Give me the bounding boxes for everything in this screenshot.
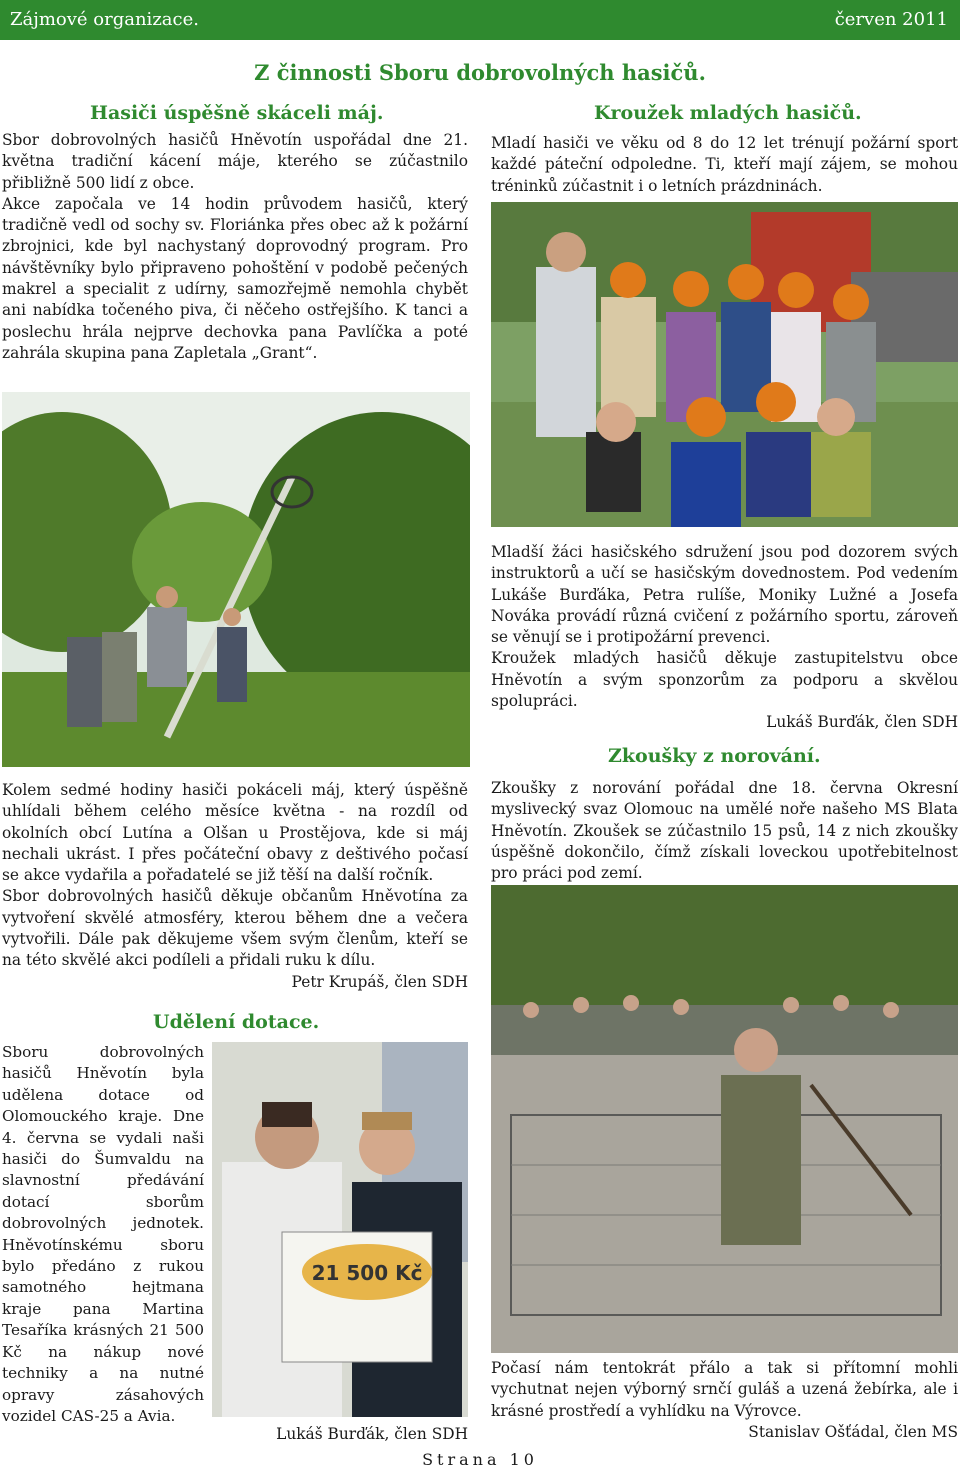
krouzek-intro — [491, 133, 958, 197]
zkousky-title: Zkoušky z norování. — [608, 745, 821, 767]
dotace-signature-wrap — [212, 1424, 468, 1445]
page-number: Strana 10 — [422, 1450, 538, 1469]
zkousky-continued — [491, 1358, 958, 1443]
krouzek-continued — [491, 542, 958, 734]
zkousky-text — [491, 778, 958, 884]
zkousky-paragraph-2: Počasí nám tentokrát přálo a tak si přítomní mohli vychutnat nejen výborný srnčí guláš a uzená žebírka, ale i krásné prostředí a vyhlídku na Výrovce. — [491, 1359, 958, 1420]
dotace-paragraph: Sboru dobrovolných hasičů Hněvotín byla udělena dotace od Olomouckého kraje. Dne 4. června se vydali naši hasiči do Šumvaldu na slavnostní předávání dotací sborům dobrovolných jednotek. Hněvotínskému sboru bylo předáno z rukou samotného hejtmana kraje pana Martina Tesaříka krásných 21 500 Kč na nákup nové techniky a na nutné opravy zásahových vozidel CAS-25 a Avia. — [2, 1043, 204, 1425]
maj-paragraph-4: Sbor dobrovolných hasičů děkuje občanům Hněvotína za vytvoření skvělé atmosféry, kterou během dne a večera vytvořili. Dále pak děkujeme všem svým členům, kteří se na této skvělé akci podíleli a přidali ruku k dílu. — [2, 887, 468, 970]
krouzek-paragraph-3: Kroužek mladých hasičů děkuje zastupitelstvu obce Hněvotín a svým sponzorům za podporu a skvělou spolupráci. — [491, 649, 958, 711]
issue-date: červen 2011 — [834, 9, 948, 30]
maj-title: Hasiči úspěšně skáceli máj. — [90, 102, 384, 124]
maypole-photo — [2, 392, 470, 767]
maj-paragraph-2: Akce započala ve 14 hodin průvodem hasičů, který tradičně vedl od sochy sv. Floriánka přes obec až k požární zbrojnici, kde byl nachystaný doprovodný program. Pro návštěvníky bylo připraveno pohoštění v podobě pečených makrel a specialit z udírny, samozřejmě nemohla chybět ani nabídka točeného piva, či něčeho ostřejšího. K tanci a poslechu hrála nejprve dechovka pana Pavlíčka a poté zahrála skupina pana Zapletala „Grant“. — [2, 194, 468, 362]
header-bar — [0, 0, 960, 40]
dotace-signature: Lukáš Burďák, člen SDH — [276, 1425, 468, 1443]
krouzek-signature: Lukáš Burďák, člen SDH — [766, 713, 958, 732]
dotace-text — [2, 1042, 204, 1427]
maj-intro — [2, 130, 468, 364]
dotace-title: Udělení dotace. — [153, 1011, 320, 1033]
krouzek-title: Kroužek mladých hasičů. — [594, 102, 862, 124]
zkousky-paragraph-1: Zkoušky z norování pořádal dne 18. června Okresní myslivecký svaz Olomouc na umělé noře našeho MS Blata Hněvotín. Zkoušek se zúčastnilo 15 psů, 14 z nich zkoušky úspěšně dokončilo, čímž získali loveckou upotřebitelnost pro práci pod zemí. — [491, 779, 958, 883]
check-amount: 21 500 Kč — [311, 1261, 423, 1285]
krouzek-paragraph-1: Mladí hasiči ve věku od 8 do 12 let trénují požární sport každé páteční odpoledne. Ti, kteří mají zájem, se mohou tréninků zúčastnit i o letních prázdninách. — [491, 134, 958, 195]
grant-photo — [212, 1042, 468, 1417]
young-firefighters-photo — [491, 202, 958, 527]
maj-signature: Petr Krupáš, člen SDH — [291, 972, 468, 991]
zkousky-signature: Stanislav Ošťádal, člen MS — [748, 1422, 958, 1441]
dog-trial-photo — [491, 885, 958, 1353]
maj-continued — [2, 780, 468, 993]
page-headline: Z činnosti Sboru dobrovolných hasičů. — [254, 60, 706, 85]
section-title: Zájmové organizace. — [10, 9, 199, 30]
krouzek-paragraph-2: Mladší žáci hasičského sdružení jsou pod dozorem svých instruktorů a učí se hasičským dovednostem. Pod vedením Lukáše Burďáka, Petra rulíše, Moniky Lužné a Josefa Nováka provádí různá cvičení z požárního sportu, zároveň se věnují se i protipožární prevenci. — [491, 543, 958, 647]
maj-paragraph-1: Sbor dobrovolných hasičů Hněvotín uspořádal dne 21. května tradiční kácení máje, kterého se zúčastnilo přibližně 500 lidí z obce. — [2, 131, 468, 192]
maj-paragraph-3: Kolem sedmé hodiny hasiči pokáceli máj, který úspěšně uhlídali během celého měsíce května - na rozdíl od okolních obcí Lutína a Olšan u Prostějova, kde si máj nechali ukrást. I přes počáteční obavy z deštivého počasí se akce vydařila a pořadatelé se již těší na další ročník. — [2, 781, 468, 885]
